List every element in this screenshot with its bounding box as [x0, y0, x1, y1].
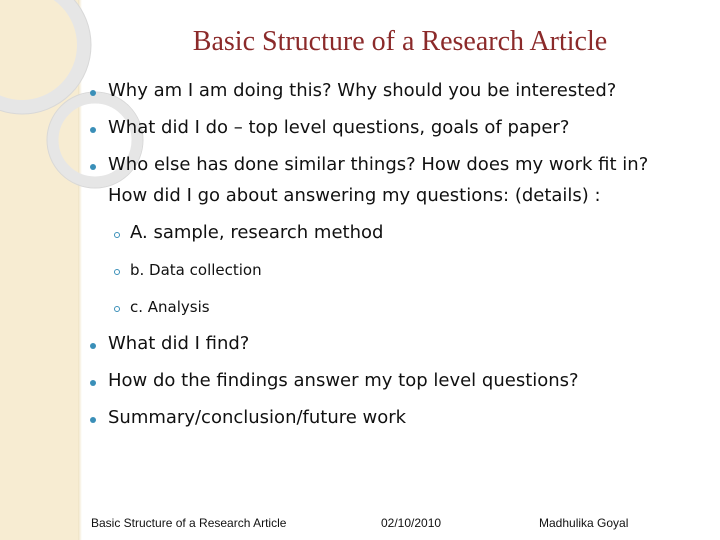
bullet-item-find: What did I find?: [108, 333, 250, 354]
bullet-item-why: Why am I am doing this? Why should you be interested?: [108, 80, 617, 101]
sub-bullet-sample: A. sample, research method: [130, 222, 384, 243]
bullet-item-findings: How do the findings answer my top level questions?: [108, 370, 579, 391]
bullet-item-how-continuation: How did I go about answering my questions: (details) :: [108, 185, 601, 206]
sub-bullet-marker: [114, 269, 120, 275]
footer-date: 02/10/2010: [381, 516, 442, 530]
footer-title: Basic Structure of a Research Article: [91, 516, 287, 530]
bullet-item-what: What did I do – top level questions, goals of paper?: [108, 117, 570, 138]
sub-bullet-marker: [114, 306, 120, 312]
sub-bullet-analysis: c. Analysis: [130, 298, 210, 316]
bullet-marker: [90, 127, 96, 133]
bullet-marker: [90, 380, 96, 386]
slide-title: Basic Structure of a Research Article: [192, 26, 608, 57]
sub-bullet-data-collection: b. Data collection: [130, 261, 262, 279]
footer-author: Madhulika Goyal: [539, 516, 629, 530]
bullet-item-who: Who else has done similar things? How does my work fit in?: [108, 154, 649, 175]
sub-bullet-marker: [114, 232, 120, 238]
bullet-marker: [90, 90, 96, 96]
bullet-marker: [90, 164, 96, 170]
bullet-item-summary: Summary/conclusion/future work: [108, 407, 407, 428]
bullet-marker: [90, 343, 96, 349]
bullet-marker: [90, 417, 96, 423]
